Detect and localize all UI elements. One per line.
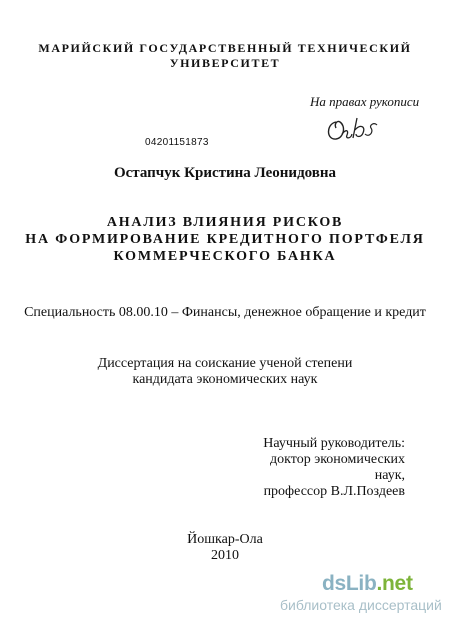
university-name-line2: УНИВЕРСИТЕТ [169, 56, 281, 70]
supervisor-label: Научный руководитель: [263, 436, 405, 451]
supervisor-block [245, 436, 405, 500]
watermark-logo[interactable] [322, 572, 413, 596]
title-line1: АНАЛИЗ ВЛИЯНИЯ РИСКОВ [106, 215, 344, 230]
watermark-logo-left: dsLib [322, 572, 377, 595]
title-line3: КОММЕРЧЕСКОГО БАНКА [113, 249, 337, 264]
watermark-tagline: библиотека диссертаций [280, 597, 442, 613]
author-name: Остапчук Кристина Леонидовна [113, 165, 337, 181]
university-name-line1: МАРИЙСКИЙ ГОСУДАРСТВЕННЫЙ ТЕХНИЧЕСКИЙ [38, 41, 412, 55]
year: 2010 [211, 548, 239, 563]
registration-code: 04201151873 [145, 137, 209, 148]
specialty-line: Специальность 08.00.10 – Финансы, денежное обращение и кредит [24, 305, 426, 320]
dissertation-line1: Диссертация на соискание ученой степени [97, 356, 353, 371]
dissertation-line2: кандидата экономических наук [132, 372, 318, 387]
supervisor-degree: доктор экономических наук, [270, 452, 405, 483]
supervisor-name: профессор В.Л.Поздеев [263, 484, 405, 499]
city: Йошкар-Ола [187, 532, 263, 547]
signature-icon [322, 112, 382, 146]
watermark-logo-right: .net [376, 572, 413, 595]
manuscript-note: На правах рукописи [310, 94, 420, 109]
title-line2: НА ФОРМИРОВАНИЕ КРЕДИТНОГО ПОРТФЕЛЯ [25, 232, 425, 247]
